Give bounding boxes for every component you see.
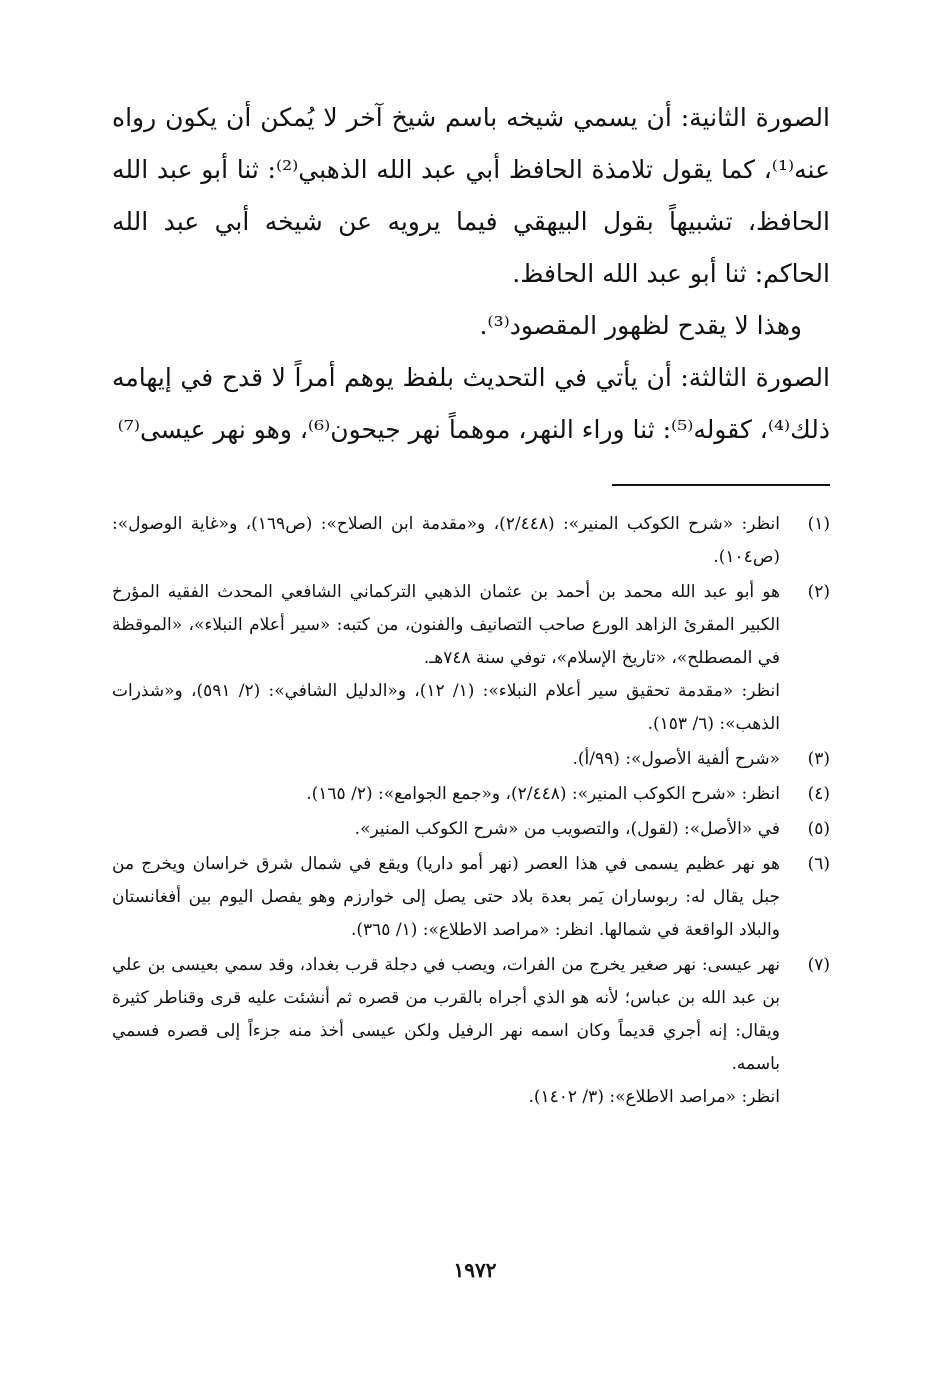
body-paragraph: الصورة الثالثة: أن يأتي في التحديث بلفظ يوهم أمراً لا قدح في إيهامه ذلك⁽⁴⁾، كقوله⁽⁵⁾: ثنا وراء النهر، موهماً نهر جيحون⁽⁶⁾، وهو نهر عيسى⁽⁷⁾ xyxy=(112,363,830,444)
body-paragraph: وهذا لا يقدح لظهور المقصود⁽³⁾. xyxy=(479,311,802,340)
footnote-separator xyxy=(612,484,830,486)
footnote-number: (٣) xyxy=(807,749,830,769)
footnotes xyxy=(112,508,830,1116)
footnote-text: هو أبو عبد الله محمد بن أحمد بن عثمان الذهبي التركماني الشافعي المحدث الفقيه المؤرخ الكبير المقرئ الزاهد الورع صاحب التصانيف والفنون، من كتبه: «سير أعلام النبلاء»، «الموقظة في المصطلح»، «تاريخ الإسلام»، توفي سنة ٧٤٨هـ. xyxy=(112,582,781,668)
page-number: ١٩٧٢ xyxy=(453,1258,497,1282)
footnote-7 xyxy=(112,949,830,1114)
footnote-number: (١) xyxy=(807,514,830,534)
footnote-text: هو نهر عظيم يسمى في هذا العصر (نهر أمو داريا) ويقع في شمال شرق خراسان ويخرج من جبل يقال له: ربوساران يَمر بعدة بلاد حتى يصل إلى خوارزم وهو يفصل اليوم بين أفغانستان والبلاد الواقعة في شمالها. انظر: «مراصد الاطلاع»: (١/ ٣٦٥). xyxy=(112,854,780,940)
footnote-number: (٧) xyxy=(807,955,830,975)
body-paragraph: الصورة الثانية: أن يسمي شيخه باسم شيخ آخر لا يُمكن أن يكون رواه عنه⁽¹⁾، كما يقول تلامذة الحافظ أبي عبد الله الذهبي⁽²⁾: ثنا أبو عبد الله الحافظ، تشبيهاً بقول البيهقي فيما يرويه عن شيخه أبي عبد الله الحاكم: ثنا أبو عبد الله الحافظ. xyxy=(112,103,830,288)
footnote-3 xyxy=(112,743,830,776)
footnote-1 xyxy=(112,508,830,574)
footnote-number: (٦) xyxy=(807,854,830,874)
footnote-4 xyxy=(112,778,830,811)
footnote-text: انظر: «شرح الكوكب المنير»: (٢/٤٤٨)، و«جمع الجوامع»: (٢/ ١٦٥). xyxy=(306,784,780,804)
footnote-number: (٢) xyxy=(807,582,830,602)
footnote-5 xyxy=(112,813,830,846)
footnote-text: انظر: «مراصد الاطلاع»: (٣/ ١٤٠٢). xyxy=(528,1087,780,1107)
footnote-text: انظر: «شرح الكوكب المنير»: (٢/٤٤٨)، و«مقدمة ابن الصلاح»: (ص١٦٩)، و«غاية الوصول»: (ص١٠٤). xyxy=(112,514,780,567)
footnote-text: انظر: «مقدمة تحقيق سير أعلام النبلاء»: (١/ ١٢)، و«الدليل الشافي»: (٢/ ٥٩١)، و«شذرات الذهب»: (٦/ ١٥٣). xyxy=(112,681,780,734)
footnote-text: «شرح ألفية الأصول»: (٩٩/أ). xyxy=(572,749,780,769)
footnote-6 xyxy=(112,848,830,947)
footnote-number: (٤) xyxy=(807,784,830,804)
main-text xyxy=(112,92,830,456)
footnote-2 xyxy=(112,576,830,741)
footnote-text: في «الأصل»: (لقول)، والتصويب من «شرح الكوكب المنير». xyxy=(354,819,780,839)
footnote-number: (٥) xyxy=(807,819,830,839)
footnote-text: نهر عيسى: نهر صغير يخرج من الفرات، ويصب في دجلة قرب بغداد، وقد سمي بعيسى بن علي بن عبد الله بن عباس؛ لأنه هو الذي أجراه بالقرب من قصره ثم أنشئت عليه قرى وقناطر كثيرة ويقال: إنه أجري قديماً وكان اسمه نهر الرفيل ولكن عيسى أخذ منه جزءاً إلى قصره فسمي باسمه. xyxy=(112,955,780,1074)
